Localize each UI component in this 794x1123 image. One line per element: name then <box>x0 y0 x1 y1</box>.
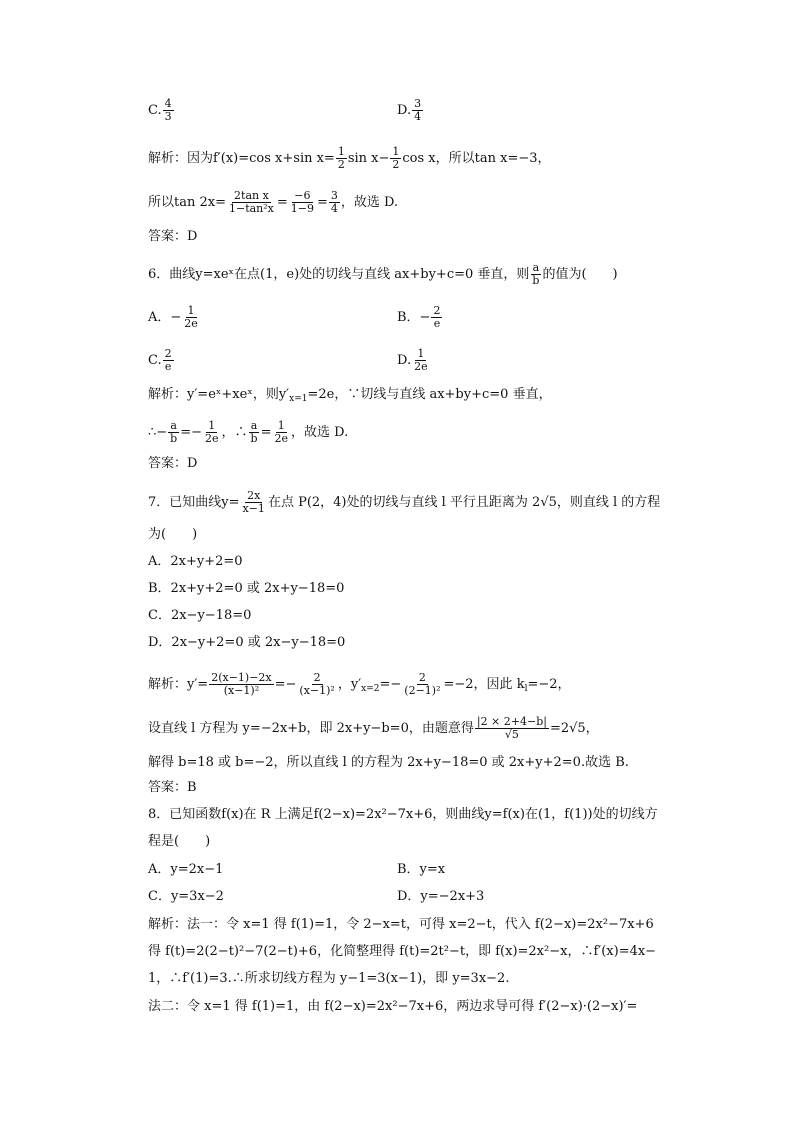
text: 所以tan 2x= <box>148 195 226 210</box>
q5-option-d <box>397 98 424 123</box>
text: ，∴ <box>221 425 248 440</box>
text: 解析：y′=eˣ+xeˣ，则y′ <box>148 387 290 402</box>
subscript: l <box>524 684 528 694</box>
option-label: D. <box>397 353 412 368</box>
fraction <box>163 348 174 373</box>
text: = <box>260 425 272 440</box>
text: 的值为( ) <box>542 267 618 282</box>
fraction <box>241 490 267 515</box>
fraction <box>412 98 423 123</box>
numerator: 2x <box>247 489 261 502</box>
q8-solution-line-3: 1，∴f′(1)=3.∴所求切线方程为 y−1=3(x−1)，即 y=3x−2. <box>148 971 510 986</box>
text: sin x− <box>347 151 390 166</box>
q7-option-a: A．2x+y+2=0 <box>148 554 243 569</box>
denominator: 3 <box>164 110 172 123</box>
q6-answer: 答案：D <box>148 456 198 471</box>
numerator: 2 <box>433 304 441 317</box>
q6-option-a <box>148 305 201 330</box>
q8-option-a: A．y=2x−1 <box>148 862 224 877</box>
fraction <box>227 190 276 215</box>
q7-solution-line-3: 解得 b=18 或 b=−2，所以直线 l 的方程为 2x+y−18=0 或 2x+y+2=0.故选 B. <box>148 755 629 770</box>
fraction <box>402 672 442 697</box>
text: =2√5， <box>549 721 599 736</box>
numerator: 3 <box>414 97 422 110</box>
text: = <box>276 195 288 210</box>
fraction <box>163 98 174 123</box>
q8-solution-line-2: 得 f(t)=2(2−t)²−7(2−t)+6，化简整理得 f(t)=2t²−t，即 f(x)=2x²−x，∴f′(x)=4x− <box>148 944 657 959</box>
q7-stem-line-1 <box>148 490 660 515</box>
fraction <box>273 420 291 445</box>
text: = <box>317 195 328 210</box>
denominator: 4 <box>414 110 422 123</box>
denominator: e <box>164 360 172 373</box>
numerator: 1 <box>417 347 425 360</box>
text: 7．已知曲线y= <box>148 495 240 510</box>
q8-stem-line-2: 程是( ) <box>148 834 211 849</box>
option-label: B．− <box>397 310 431 325</box>
q5-solution-line-2 <box>148 190 398 215</box>
q7-option-b: B．2x+y+2=0 或 2x+y−18=0 <box>148 581 345 596</box>
text: 解析：因为f′(x)=cos x+sin x= <box>148 151 335 166</box>
q5-solution-line-1 <box>148 146 551 171</box>
fraction <box>168 420 179 445</box>
fraction <box>530 262 541 287</box>
denominator: 4 <box>330 202 338 215</box>
numerator: a <box>532 261 540 274</box>
fraction <box>182 305 200 330</box>
text: =− <box>379 677 402 692</box>
q8-solution-line-4: 法二：令 x=1 得 f(1)=1，由 f(2−x)=2x²−7x+6，两边求导可得 f′(2−x)·(2−x)′= <box>148 999 638 1014</box>
q6-option-b <box>397 305 443 330</box>
denominator: (2−1)² <box>404 684 441 697</box>
text: ，故选 D. <box>340 195 399 210</box>
q5-answer: 答案：D <box>148 229 198 244</box>
q8-option-c: C．y=3x−2 <box>148 889 224 904</box>
denominator: 1−tan²x <box>228 202 274 215</box>
numerator: a <box>250 419 258 432</box>
numerator: |2 × 2+4−b| <box>476 715 547 728</box>
q6-option-c <box>148 348 175 373</box>
text: =−2，因此 k <box>443 677 525 692</box>
denominator: 2e <box>184 317 198 330</box>
fraction <box>203 420 221 445</box>
fraction <box>329 190 340 215</box>
text: =− <box>180 425 203 440</box>
q7-option-d: D．2x−y+2=0 或 2x−y−18=0 <box>148 635 346 650</box>
denominator: 2e <box>414 360 428 373</box>
text: 6．曲线y=xeˣ在点(1，e)处的切线与直线 ax+by+c=0 垂直，则 <box>148 267 530 282</box>
numerator: 4 <box>164 97 172 110</box>
text: ∴− <box>148 425 168 440</box>
denominator: b <box>250 432 258 445</box>
fraction <box>249 420 260 445</box>
numerator: 3 <box>330 189 338 202</box>
numerator: 1 <box>337 145 345 158</box>
q7-stem-line-2: 为( ) <box>148 527 198 542</box>
subscript: x=1 <box>289 394 308 404</box>
denominator: x−1 <box>242 502 265 515</box>
denominator: b <box>170 432 178 445</box>
q7-option-c: C．2x−y−18=0 <box>148 608 252 623</box>
numerator: 2 <box>418 671 426 684</box>
numerator: −6 <box>294 189 311 202</box>
q8-stem-line-1: 8．已知函数f(x)在 R 上满足f(2−x)=2x²−7x+6，则曲线y=f(x)在(1，f(1))处的切线方 <box>148 807 658 822</box>
numerator: 1 <box>392 145 400 158</box>
fraction <box>412 348 430 373</box>
text: =−2， <box>527 677 571 692</box>
fraction <box>297 672 336 697</box>
q5-option-c <box>148 98 175 123</box>
numerator: 2 <box>164 347 172 360</box>
text: =2e，∵切线与直线 ax+by+c=0 垂直， <box>307 387 552 402</box>
text: 在点 P(2，4)处的切线与直线 l 平行且距离为 2√5，则直线 l 的方程 <box>267 495 661 510</box>
q8-option-b: B．y=x <box>397 862 446 877</box>
text: ，y′ <box>337 677 362 692</box>
q7-solution-line-1 <box>148 672 571 698</box>
option-label: D. <box>397 103 412 118</box>
q6-solution-line-2 <box>148 420 348 445</box>
fraction <box>336 146 347 171</box>
q8-solution-line-1: 解析：法一：令 x=1 得 f(1)=1，令 2−x=t，可得 x=2−t，代入 f(2−x)=2x²−7x+6 <box>148 917 654 932</box>
numerator: 2tan x <box>234 189 269 202</box>
option-label: C. <box>148 103 162 118</box>
q6-stem <box>148 262 618 287</box>
numerator: 1 <box>277 419 285 432</box>
denominator: (x−1)² <box>223 684 260 697</box>
fraction <box>289 190 316 215</box>
q7-solution-line-2 <box>148 716 599 741</box>
option-label: C. <box>148 353 162 368</box>
fraction <box>431 305 442 330</box>
q6-option-d <box>397 348 431 373</box>
denominator: e <box>433 317 441 330</box>
denominator: b <box>532 274 540 287</box>
text: =− <box>274 677 297 692</box>
denominator: √5 <box>504 728 519 741</box>
denominator: 2e <box>205 432 219 445</box>
fraction <box>209 672 273 697</box>
option-label: A．− <box>148 310 182 325</box>
text: ，故选 D. <box>291 425 349 440</box>
denominator: 2 <box>337 158 345 171</box>
denominator: (x−1)² <box>299 684 335 697</box>
q6-solution-line-1 <box>148 386 552 408</box>
q8-option-d: D．y=−2x+3 <box>397 889 485 904</box>
numerator: a <box>170 419 177 432</box>
denominator: 1−9 <box>290 202 315 215</box>
subscript: x=2 <box>361 684 380 694</box>
numerator: 1 <box>187 304 195 317</box>
text: cos x，所以tan x=−3， <box>402 151 551 166</box>
denominator: 2 <box>392 158 400 171</box>
numerator: 2(x−1)−2x <box>211 671 272 684</box>
numerator: 1 <box>208 419 216 432</box>
denominator: 2e <box>274 432 289 445</box>
fraction <box>475 716 549 741</box>
q7-answer: 答案：B <box>148 780 197 795</box>
text: 解析：y′= <box>148 677 209 692</box>
fraction <box>390 146 401 171</box>
text: 设直线 l 方程为 y=−2x+b，即 2x+y−b=0，由题意得 <box>148 721 474 736</box>
numerator: 2 <box>313 671 321 684</box>
